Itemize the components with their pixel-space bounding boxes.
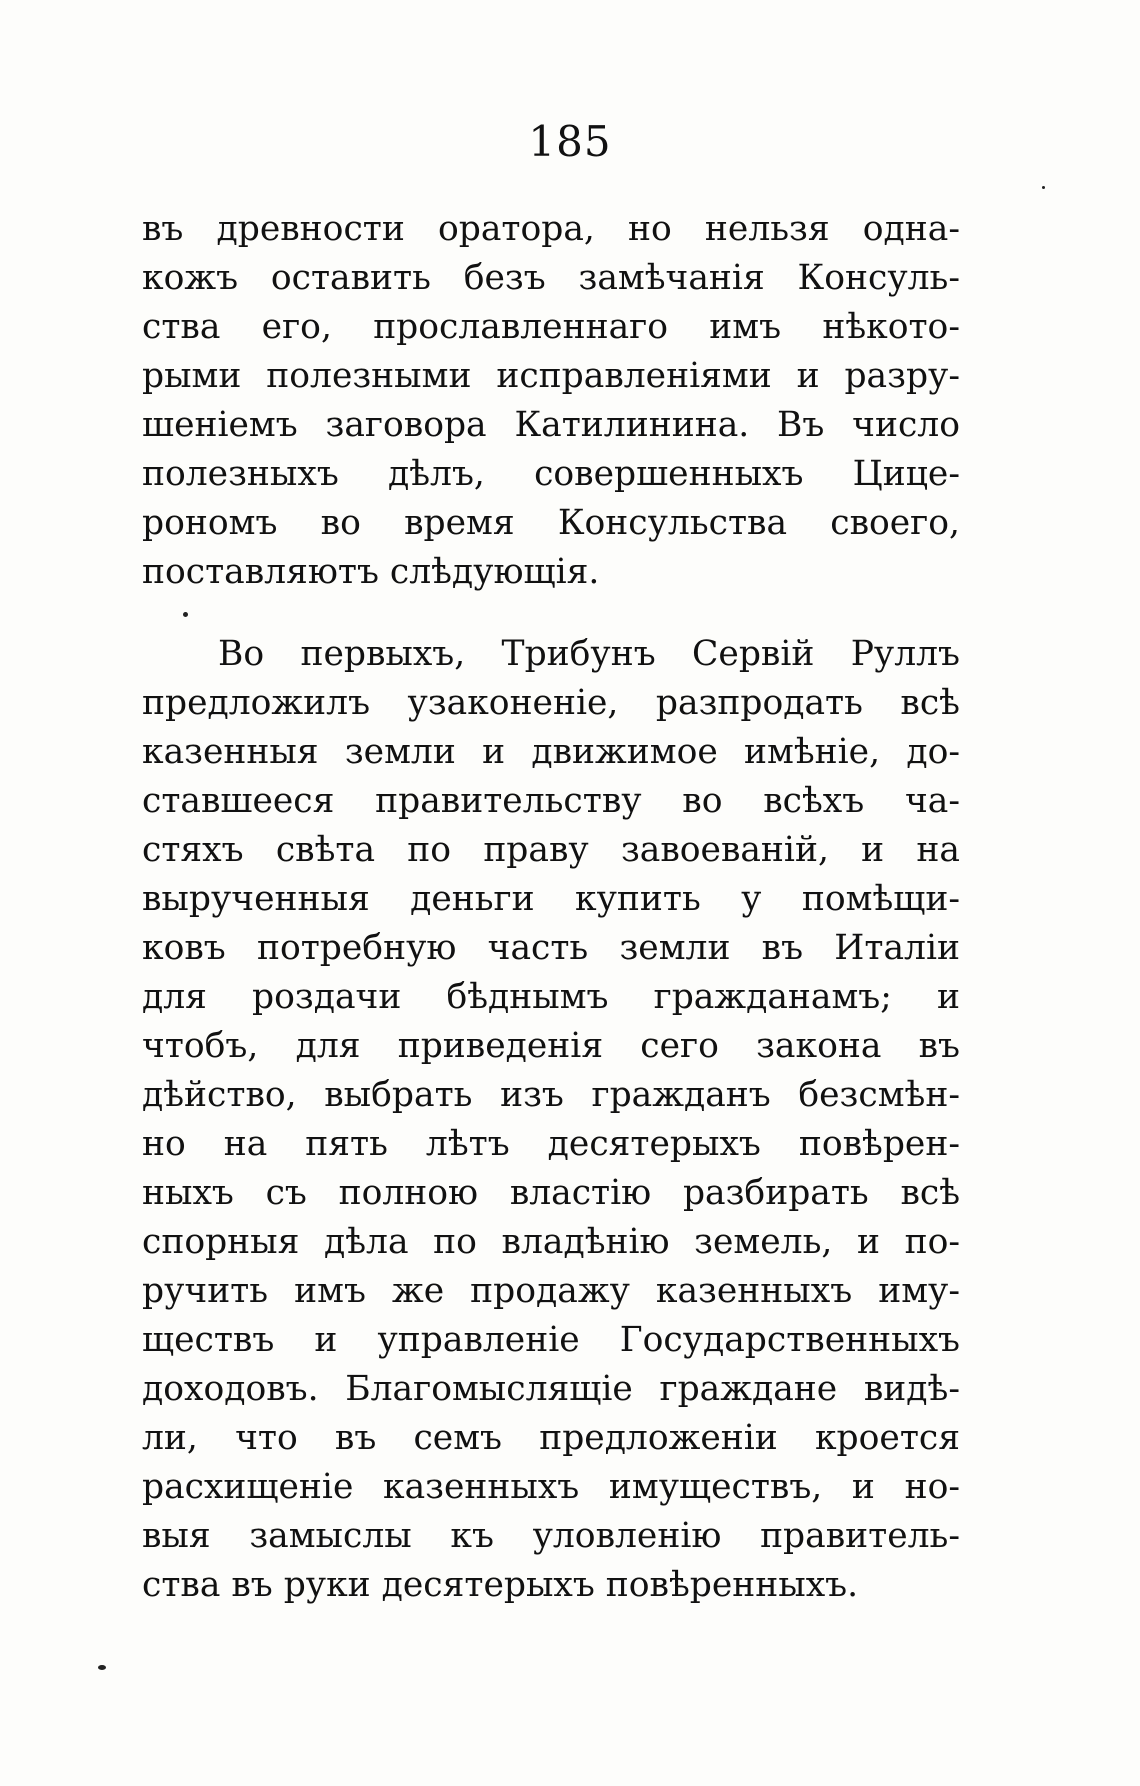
- text-line: вырученныя деньги купить у помѣщи-: [142, 879, 960, 919]
- paragraph-2: [142, 630, 960, 1610]
- text-line: ства его, прославленнаго имъ нѣкото-: [142, 307, 960, 347]
- paragraph-1: [142, 205, 960, 597]
- text-line: для роздачи бѣднымъ гражданамъ; и: [142, 977, 960, 1017]
- text-line: расхищеніе казенныхъ имуществъ, и но-: [142, 1467, 960, 1507]
- text-line: ществъ и управленіе Государственныхъ: [142, 1320, 960, 1360]
- text-line: спорныя дѣла по владѣнію земель, и по-: [142, 1222, 960, 1262]
- text-line: рыми полезными исправленіями и разру-: [142, 356, 960, 396]
- print-speck: [183, 612, 188, 617]
- text-line: казенныя земли и движимое имѣніе, до-: [142, 732, 960, 772]
- text-line: дѣйство, выбрать изъ гражданъ безсмѣн-: [142, 1075, 960, 1115]
- text-line: ковъ потребную часть земли въ Италіи: [142, 928, 960, 968]
- text-line: Во первыхъ, Трибунъ Сервій Руллъ: [218, 634, 960, 674]
- text-line: полезныхъ дѣлъ, совершенныхъ Цице-: [142, 454, 960, 494]
- text-line: ства въ руки десятерыхъ повѣренныхъ.: [142, 1565, 859, 1605]
- text-line: ручить имъ же продажу казенныхъ иму-: [142, 1271, 960, 1311]
- text-line: но на пять лѣтъ десятерыхъ повѣрен-: [142, 1124, 960, 1164]
- text-line: стяхъ свѣта по праву завоеваній, и на: [142, 830, 960, 870]
- text-line: ли, что въ семъ предложеніи кроется: [142, 1418, 960, 1458]
- text-line: кожъ оставить безъ замѣчанія Консуль-: [142, 258, 960, 298]
- text-line: выя замыслы къ уловленію правитель-: [142, 1516, 960, 1556]
- text-line: въ древности оратора, но нельзя одна-: [142, 209, 960, 249]
- text-line: чтобъ, для приведенія сего закона въ: [142, 1026, 960, 1066]
- text-line: ныхъ съ полною властію разбирать всѣ: [142, 1173, 960, 1213]
- text-line: ставшееся правительству во всѣхъ ча-: [142, 781, 960, 821]
- page-number: 185: [528, 117, 612, 166]
- text-line: доходовъ. Благомыслящіе граждане видѣ-: [142, 1369, 960, 1409]
- text-line: предложилъ узаконеніе, разпродать всѣ: [142, 683, 960, 723]
- text-line: шеніемъ заговора Катилинина. Въ число: [142, 405, 960, 445]
- text-line: поставляютъ слѣдующія.: [142, 552, 600, 592]
- text-line: рономъ во время Консульства своего,: [142, 503, 960, 543]
- print-speck: [98, 1665, 106, 1670]
- print-speck: [1042, 186, 1045, 189]
